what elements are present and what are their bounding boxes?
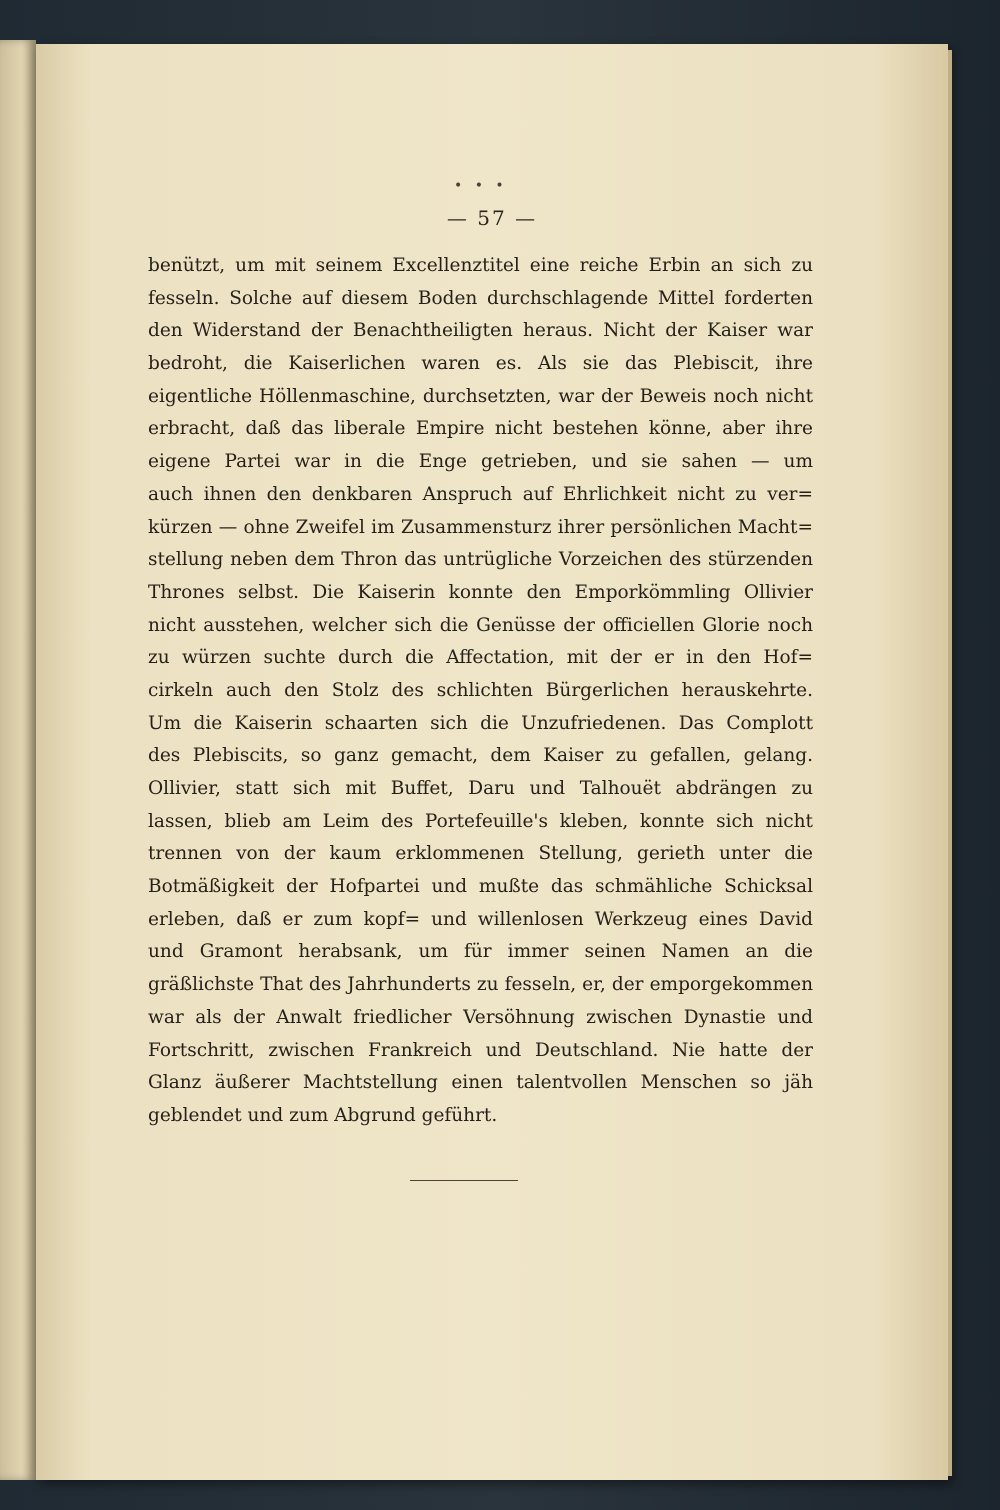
closing-rule bbox=[410, 1180, 518, 1181]
text-line: benützt, um mit seinem Excellenztitel eine reiche Erbin an sich zu bbox=[148, 255, 813, 276]
text-line: war als der Anwalt friedlicher Versöhnung zwischen Dynastie und bbox=[148, 1006, 813, 1028]
text-line: eigene Partei war in die Enge getrieben, und sie sahen — um bbox=[148, 451, 813, 473]
text-line: des Plebiscits, so ganz gemacht, dem Kaiser zu gefallen, gelang. bbox=[148, 745, 813, 767]
text-line: stellung neben dem Thron das untrügliche Vorzeichen des stürzenden bbox=[148, 549, 813, 571]
page-edge bbox=[948, 50, 952, 1476]
text-line: nicht ausstehen, welcher sich die Genüsse der officiellen Glorie noch bbox=[148, 614, 813, 636]
text-line: eigentliche Höllenmaschine, durchsetzten, war der Beweis noch nicht bbox=[148, 385, 813, 407]
text-line: Ollivier, statt sich mit Buffet, Daru und Talhouët abdrängen zu bbox=[148, 778, 813, 799]
page-number: — 57 — bbox=[446, 206, 538, 230]
text-line-last: geblendet und zum Abgrund geführt. bbox=[148, 1104, 498, 1126]
text-line: Thrones selbst. Die Kaiserin konnte den Emporkömmling Ollivier bbox=[148, 581, 813, 603]
text-line: bedroht, die Kaiserlichen waren es. Als sie das Plebiscit, ihre bbox=[148, 353, 813, 375]
text-line: Fortschritt, zwischen Frankreich und Deutschland. Nie hatte der bbox=[148, 1039, 813, 1061]
book-page bbox=[36, 44, 948, 1480]
text-line: und Gramont herabsank, um für immer seinen Namen an die bbox=[148, 941, 813, 963]
text-line: Glanz äußerer Machtstellung einen talentvollen Menschen so jäh bbox=[148, 1072, 813, 1094]
text-line: auch ihnen den denkbaren Anspruch auf Ehrlichkeit nicht zu ver= bbox=[148, 483, 813, 505]
text-line: kürzen — ohne Zweifel im Zusammensturz ihrer persönlichen Macht= bbox=[148, 516, 813, 538]
text-line: erleben, daß er zum kopf= und willenlosen Werkzeug eines David bbox=[148, 908, 813, 930]
text-line: trennen von der kaum erklommenen Stellung, gerieth unter die bbox=[148, 843, 813, 865]
text-line: erbracht, daß das liberale Empire nicht bestehen könne, aber ihre bbox=[148, 418, 813, 440]
text-line: lassen, blieb am Leim des Portefeuille's kleben, konnte sich nicht bbox=[148, 810, 813, 832]
text-line: cirkeln auch den Stolz des schlichten Bürgerlichen herauskehrte. bbox=[148, 679, 813, 701]
text-line: Um die Kaiserin schaarten sich die Unzufriedenen. Das Complott bbox=[148, 712, 813, 734]
text-line: Botmäßigkeit der Hofpartei und mußte das schmähliche Schicksal bbox=[148, 876, 813, 898]
text-line: fesseln. Solche auf diesem Boden durchschlagende Mittel forderten bbox=[148, 287, 813, 309]
ornament-dots: • • • bbox=[454, 178, 508, 194]
body-text bbox=[148, 250, 813, 1133]
text-line: gräßlichste That des Jahrhunderts zu fesseln, er, der emporgekommen bbox=[148, 974, 813, 996]
previous-page-edge bbox=[0, 40, 36, 1480]
text-line: zu würzen suchte durch die Affectation, mit der er in den Hof= bbox=[148, 647, 813, 669]
text-line: den Widerstand der Benachtheiligten heraus. Nicht der Kaiser war bbox=[148, 320, 813, 342]
